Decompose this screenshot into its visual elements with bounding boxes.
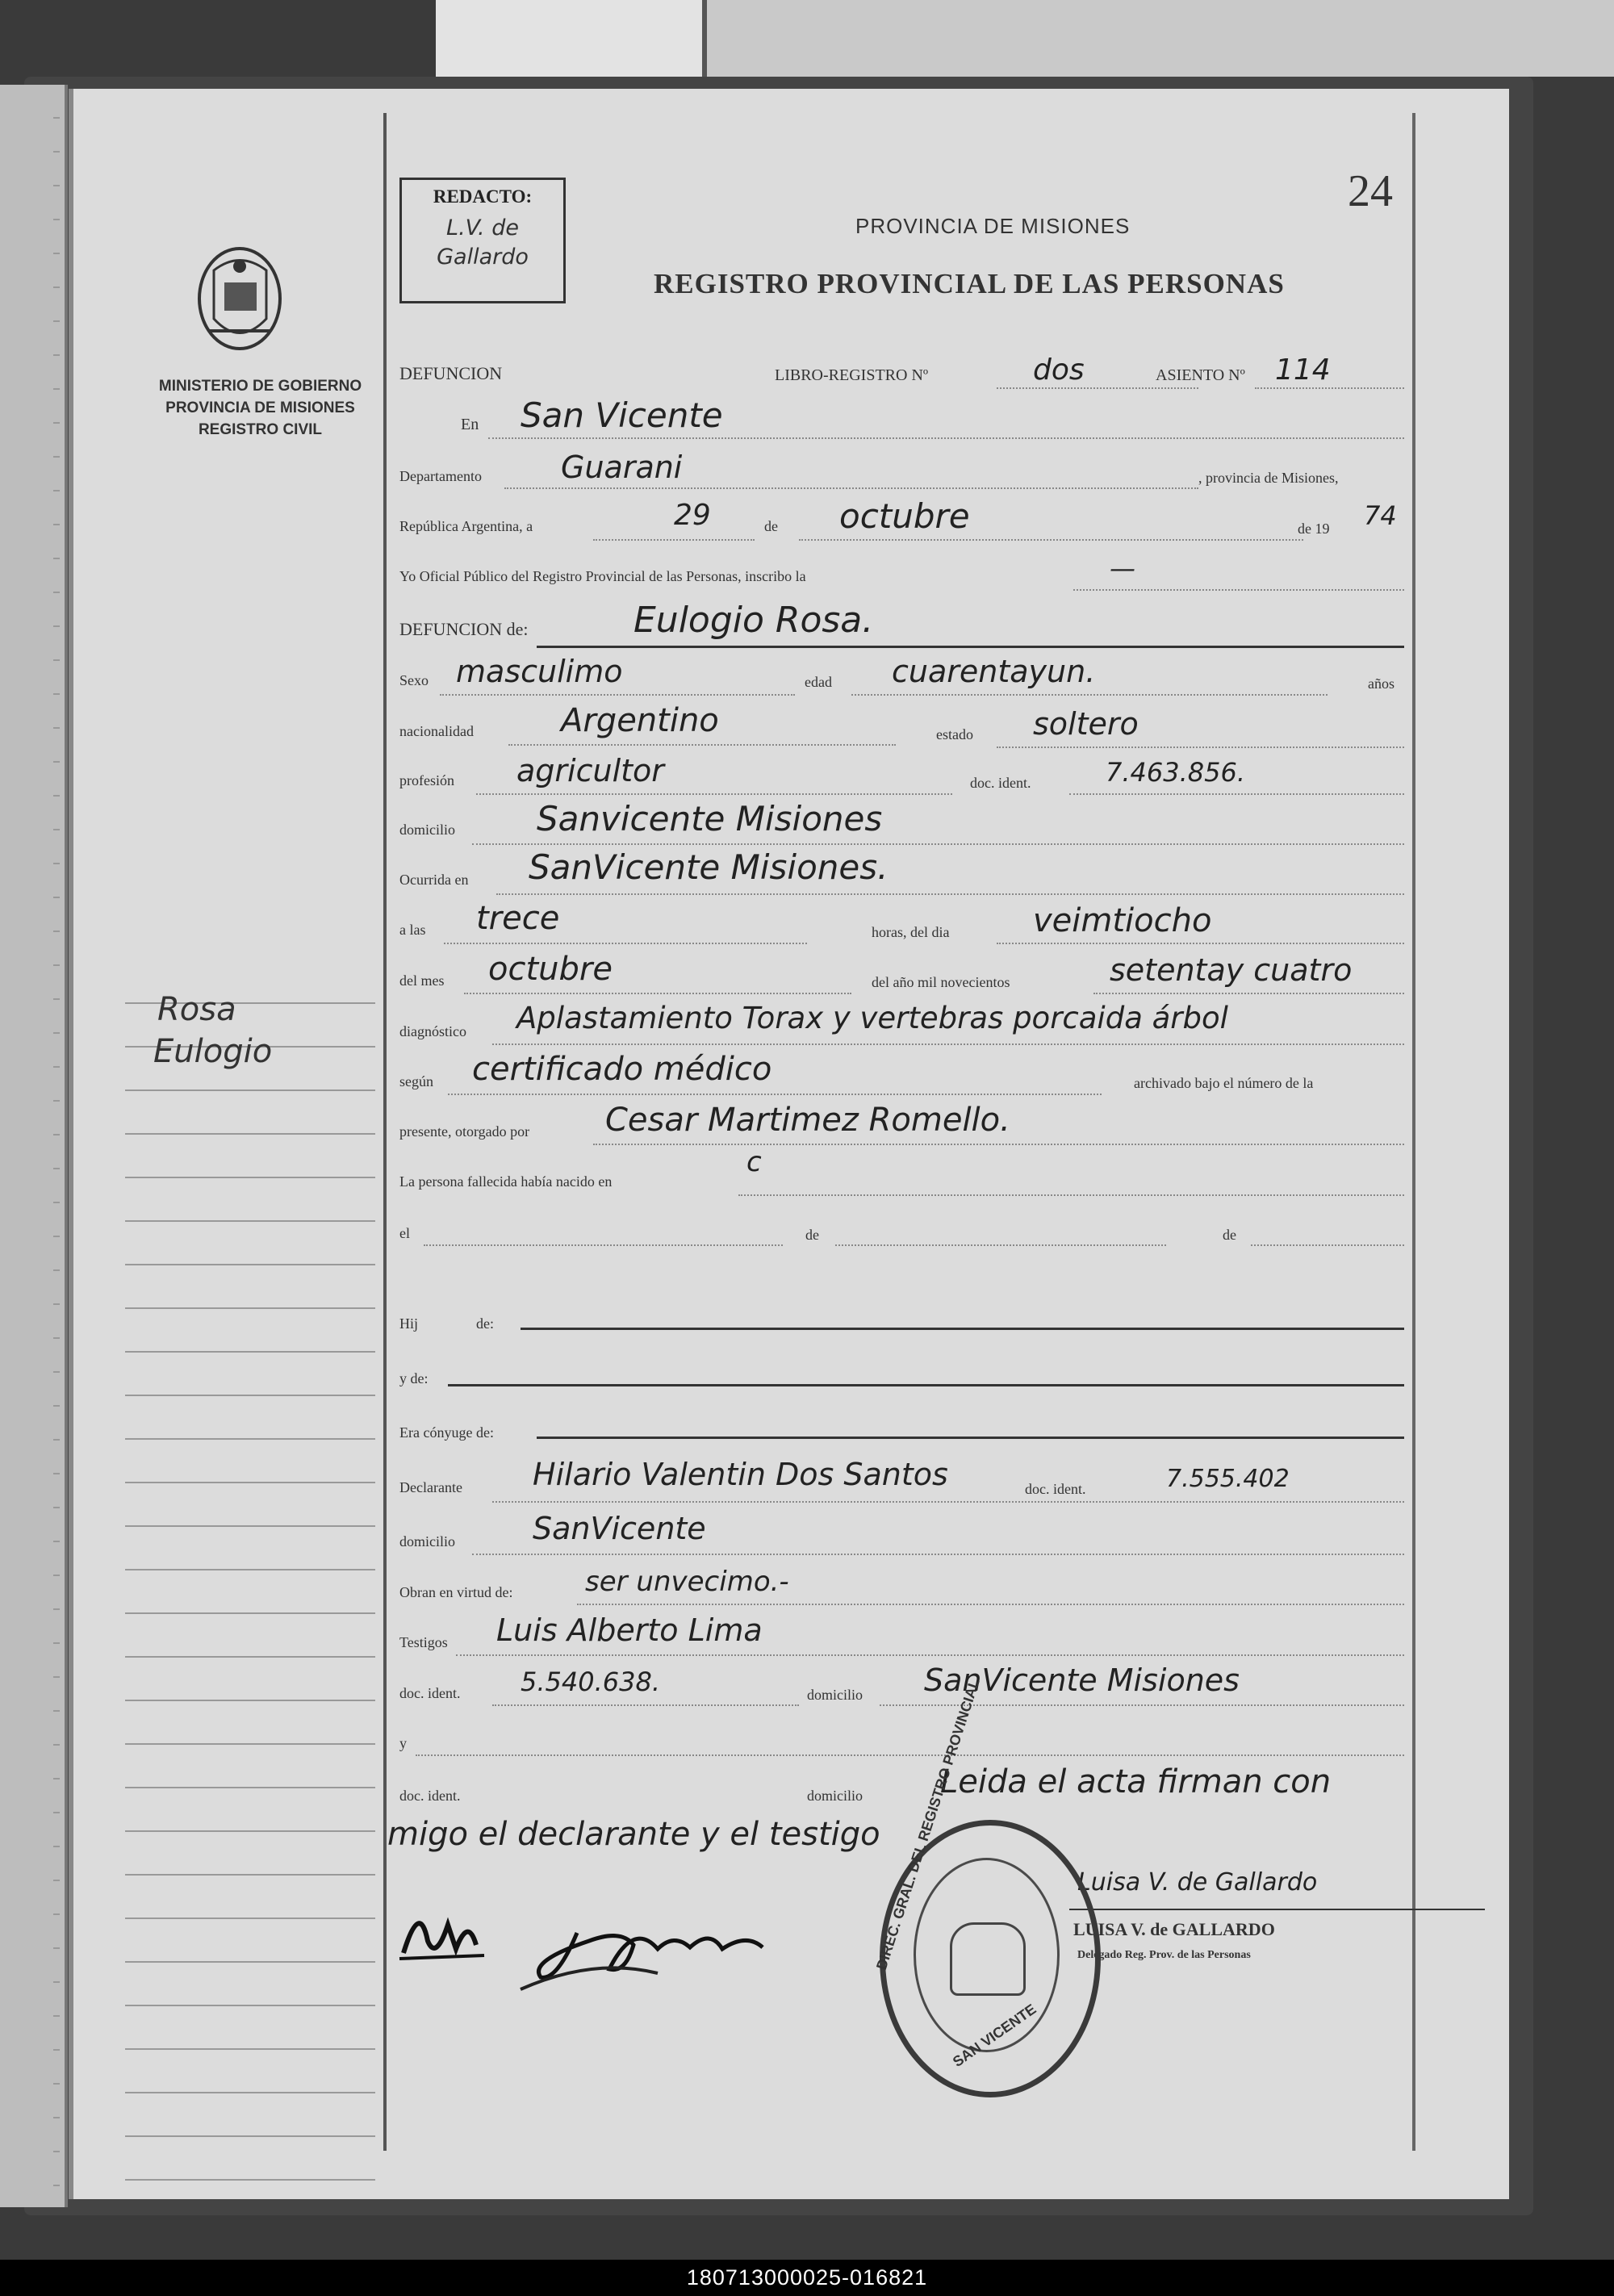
departamento-value: Guarani (561, 450, 683, 485)
edad-label: edad (805, 674, 832, 690)
ocurrida-value: SanVicente Misiones. (529, 847, 889, 887)
margin-note-name: Eulogio (153, 1033, 273, 1070)
official-seal (873, 1676, 1101, 2097)
anios-label: años (1368, 675, 1394, 692)
dia-muerte-value: veimtiocho (1033, 902, 1212, 939)
date-month-value: octubre (839, 496, 970, 536)
closing-line1: Leida el acta firman con (940, 1763, 1332, 1800)
left-page-edge (0, 85, 68, 2207)
page-number: 24 (1348, 166, 1393, 216)
y-label: y (399, 1735, 407, 1751)
edad-value: cuarentayun. (892, 654, 1096, 689)
obran-value: ser unvecimo.- (585, 1566, 789, 1598)
official-title: Delegado Reg. Prov. de las Personas (1077, 1949, 1251, 1961)
ministry-line2: PROVINCIA DE MISIONES (165, 399, 355, 416)
redacto-label: REDACTO: (433, 186, 533, 207)
redacto-line1: L.V. de (446, 215, 519, 240)
obran-label: Obran en virtud de: (399, 1584, 513, 1600)
page-curl (436, 0, 707, 77)
estado-value: soltero (1033, 706, 1139, 742)
doc-ident2-label: doc. ident. (399, 1788, 461, 1804)
dom-decl-label: domicilio (399, 1533, 455, 1549)
provincia-suffix: , provincia de Misiones, (1198, 470, 1339, 486)
background-strip (436, 0, 1614, 77)
date-day-value: 29 (674, 499, 711, 532)
y-de-label: y de: (399, 1370, 429, 1386)
de-label: de (764, 518, 778, 534)
libro-value: dos (1033, 353, 1085, 387)
testigo-doc-label: doc. ident. (399, 1685, 461, 1701)
anio-mil-value: setentay cuatro (1110, 952, 1353, 988)
redacto-box (399, 178, 566, 303)
hij-de-label: de: (476, 1315, 494, 1332)
oficial-value: — (1110, 553, 1135, 583)
a-las-label: a las (399, 922, 426, 938)
testigo-dom-value: SanVicente Misiones (924, 1662, 1240, 1698)
defuncion-de-label: DEFUNCION de: (399, 619, 529, 639)
nacionalidad-value: Argentino (561, 702, 719, 739)
seal-crest-icon (950, 1922, 1026, 1996)
margin-ruled-lines (125, 960, 375, 2181)
declarante-doc-label: doc. ident. (1025, 1481, 1086, 1497)
official-signature: Luisa V. de Gallardo (1077, 1868, 1318, 1897)
province-heading: PROVINCIA DE MISIONES (855, 214, 1131, 238)
presente-label: presente, otorgado por (399, 1123, 530, 1140)
nacido-label: La persona fallecida había nacido en (399, 1173, 613, 1190)
margin-note (153, 989, 273, 1073)
coat-of-arms-icon (194, 242, 286, 355)
de3-label: de (1223, 1227, 1236, 1243)
de2-label: de (805, 1227, 819, 1243)
official-name: LUISA V. de GALLARDO (1073, 1919, 1275, 1939)
sexo-label: Sexo (399, 672, 429, 688)
hora-value: trece (476, 900, 560, 937)
year-value: 74 (1364, 500, 1397, 531)
diagnostico-label: diagnóstico (399, 1023, 466, 1039)
declarante-value: Hilario Valentin Dos Santos (533, 1457, 948, 1492)
right-rule (1412, 113, 1415, 2151)
dom-decl-value: SanVicente (533, 1511, 706, 1546)
segun-value: certificado médico (472, 1051, 772, 1088)
domicilio2-label: domicilio (807, 1788, 863, 1804)
doc-ident-value: 7.463.856. (1106, 757, 1246, 788)
en-label: En (461, 416, 479, 433)
domicilio-label: domicilio (399, 822, 455, 838)
testigos-value: Luis Alberto Lima (496, 1612, 763, 1648)
anio-mil-label: del año mil novecientos (872, 974, 1010, 990)
deceased-name-value: Eulogio Rosa. (633, 600, 874, 641)
declarante-label: Declarante (399, 1479, 462, 1495)
segun-label: según (399, 1073, 433, 1089)
asiento-value: 114 (1275, 353, 1331, 387)
registry-heading: REGISTRO PROVINCIAL DE LAS PERSONAS (654, 268, 1285, 299)
ministry-heading (129, 375, 391, 441)
witness-signature-icon (391, 1884, 811, 1997)
el-label: el (399, 1225, 410, 1241)
domicilio-value: Sanvicente Misiones (537, 799, 883, 839)
page-binding (69, 89, 73, 2199)
libro-label: LIBRO-REGISTRO Nº (775, 366, 929, 384)
testigo-doc-value: 5.540.638. (521, 1667, 661, 1697)
asiento-label: ASIENTO Nº (1156, 366, 1245, 384)
document-id: 180713000025-016821 (686, 2265, 928, 2290)
republica-label: República Argentina, a (399, 518, 533, 534)
closing-line2: migo el declarante y el testigo (387, 1816, 880, 1853)
seal-bottom-text: SAN VICENTE (949, 2001, 1039, 2070)
nacido-value: c (746, 1146, 762, 1178)
del-mes-value: octubre (488, 951, 613, 988)
sexo-value: masculimo (456, 654, 623, 689)
seal-text: DIREC. GRAL. DEL REGISTRO PROVINCIAL (873, 1676, 983, 1972)
horas-label: horas, del dia (872, 924, 950, 940)
presente-value: Cesar Martimez Romello. (605, 1102, 1010, 1139)
year-prefix: de 19 (1298, 521, 1330, 537)
doc-ident-label: doc. ident. (970, 775, 1031, 791)
del-mes-label: del mes (399, 972, 445, 989)
margin-note-surname: Rosa (157, 991, 236, 1028)
register-page (69, 89, 1509, 2199)
defuncion-label: DEFUNCION (399, 363, 503, 383)
ocurrida-label: Ocurrida en (399, 872, 469, 888)
footer-bar (0, 2260, 1614, 2296)
declarante-doc-value: 7.555.402 (1166, 1465, 1290, 1493)
estado-label: estado (936, 726, 973, 742)
hij-label: Hij (399, 1315, 419, 1332)
conyuge-label: Era cónyuge de: (399, 1424, 494, 1441)
en-value: San Vicente (521, 395, 723, 435)
testigos-label: Testigos (399, 1634, 448, 1650)
ministry-line3: REGISTRO CIVIL (198, 421, 323, 438)
profesion-label: profesión (399, 772, 454, 788)
archivado-label: archivado bajo el número de la (1134, 1075, 1314, 1091)
nacionalidad-label: nacionalidad (399, 723, 474, 739)
ministry-line1: MINISTERIO DE GOBIERNO (158, 378, 362, 395)
profesion-value: agricultor (516, 753, 664, 788)
diagnostico-value: Aplastamiento Torax y vertebras porcaida árbol (516, 1001, 1228, 1035)
testigo-dom-label: domicilio (807, 1687, 863, 1703)
oficial-text: Yo Oficial Público del Registro Provincial de las Personas, inscribo la (399, 568, 806, 584)
redacto-line2: Gallardo (437, 245, 529, 270)
departamento-label: Departamento (399, 468, 482, 484)
